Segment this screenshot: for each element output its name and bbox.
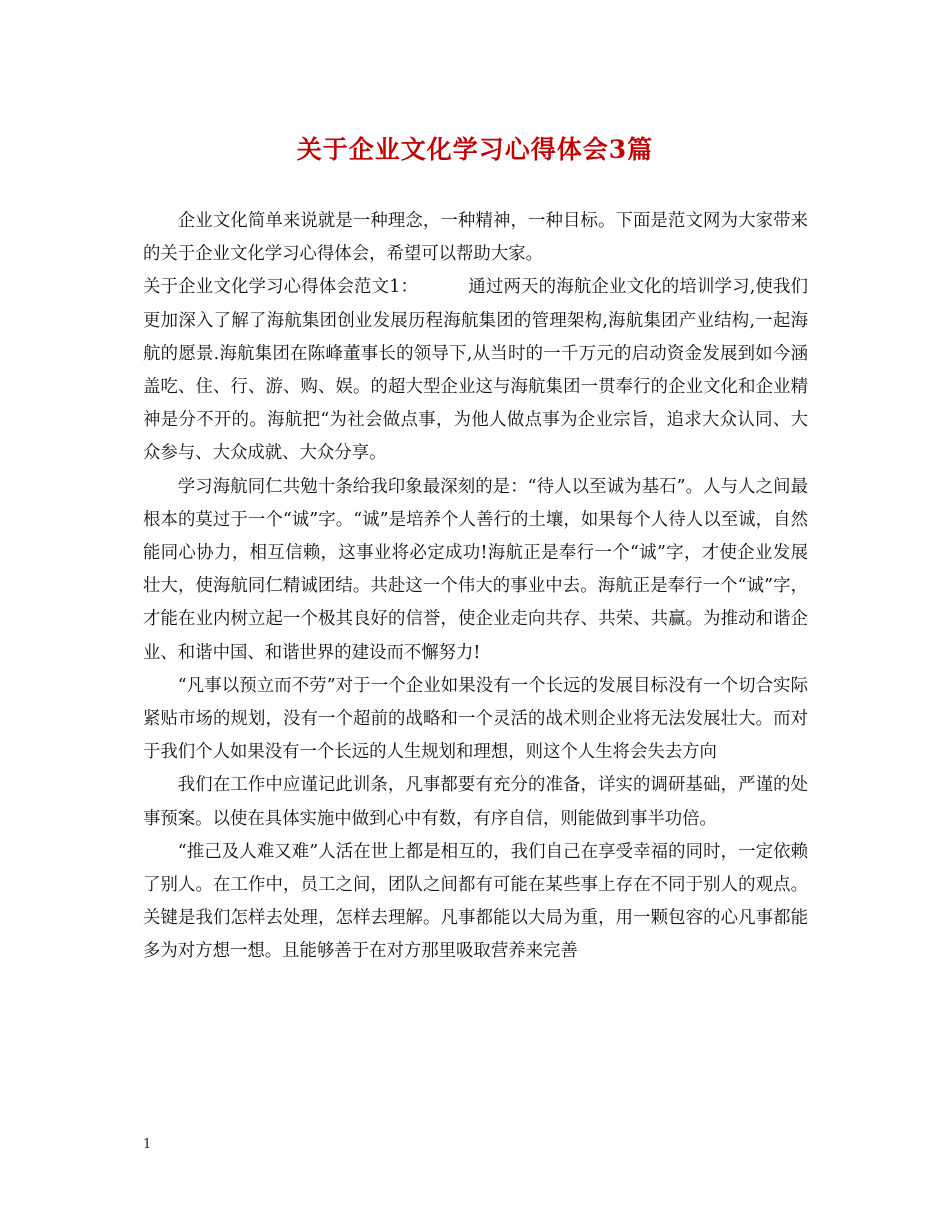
body-paragraph-4: “推己及人难又难”人活在世上都是相互的，我们自己在享受幸福的同时，一定依赖了别人。在工作中，员工之间，团队之间都有可能在某些事上存在不同于别人的观点。关键是我们怎样去处理，怎样去理解。凡事都能以大局为重，用一颗包容的心凡事都能多为对方想一想。且能够善于在对方那里吸取营养来完善 bbox=[143, 841, 808, 962]
body-paragraph-3: 我们在工作中应谨记此训条，凡事都要有充分的准备，详实的调研基础，严谨的处事预案。以使在具体实施中做到心中有数，有序自信，则能做到事半功倍。 bbox=[143, 775, 808, 829]
body-paragraph-2: “凡事以预立而不劳”对于一个企业如果没有一个长远的发展目标没有一个切合实际紧贴市场的规划，没有一个超前的战略和一个灵活的战术则企业将无法发展壮大。而对于我们个人如果没有一个长远的人生规划和理想，则这个人生将会失去方向 bbox=[143, 675, 808, 763]
intro-paragraph: 企业文化简单来说就是一种理念，一种精神，一种目标。下面是范文网为大家带来的关于企业文化学习心得体会，希望可以帮助大家。 bbox=[143, 211, 808, 265]
body-paragraph-1: 学习海航同仁共勉十条给我印象最深刻的是：“待人以至诚为基石”。人与人之间最根本的莫过于一个“诚”字。“诚”是培养个人善行的土壤，如果每个人待人以至诚，自然能同心协力，相互信赖，这事业将必定成功!海航正是奉行一个“诚”字，才使企业发展壮大，使海航同仁精诚团结。共赴这一个伟大的事业中去。海航正是奉行一个“诚”字，才能在业内树立起一个极其良好的信誉，使企业走向共存、共荣、共赢。为推动和谐企业、和谐中国、和谐世界的建设而不懈努力! bbox=[143, 476, 808, 663]
document-body bbox=[143, 205, 808, 969]
document-title: 关于企业文化学习心得体会3篇 bbox=[296, 135, 654, 164]
section-first-paragraph: 通过两天的海航企业文化的培训学习,使我们更加深入了解了海航集团创业发展历程海航集团的管理架构,海航集团产业结构,一起海航的愿景.海航集团在陈峰董事长的领导下,从当时的一千万元的启动资金发展到如今涵盖吃、住、行、游、购、娱。的超大型企业这与海航集团一贯奉行的企业文化和企业精神是分不开的。海航把“为社会做点事，为他人做点事为企业宗旨，追求大众认同、大众参与、大众成就、大众分享。 bbox=[143, 277, 808, 464]
section-heading: 关于企业文化学习心得体会范文1： bbox=[143, 277, 419, 298]
page-number: 1 bbox=[143, 1137, 152, 1152]
section-paragraph bbox=[143, 271, 808, 470]
